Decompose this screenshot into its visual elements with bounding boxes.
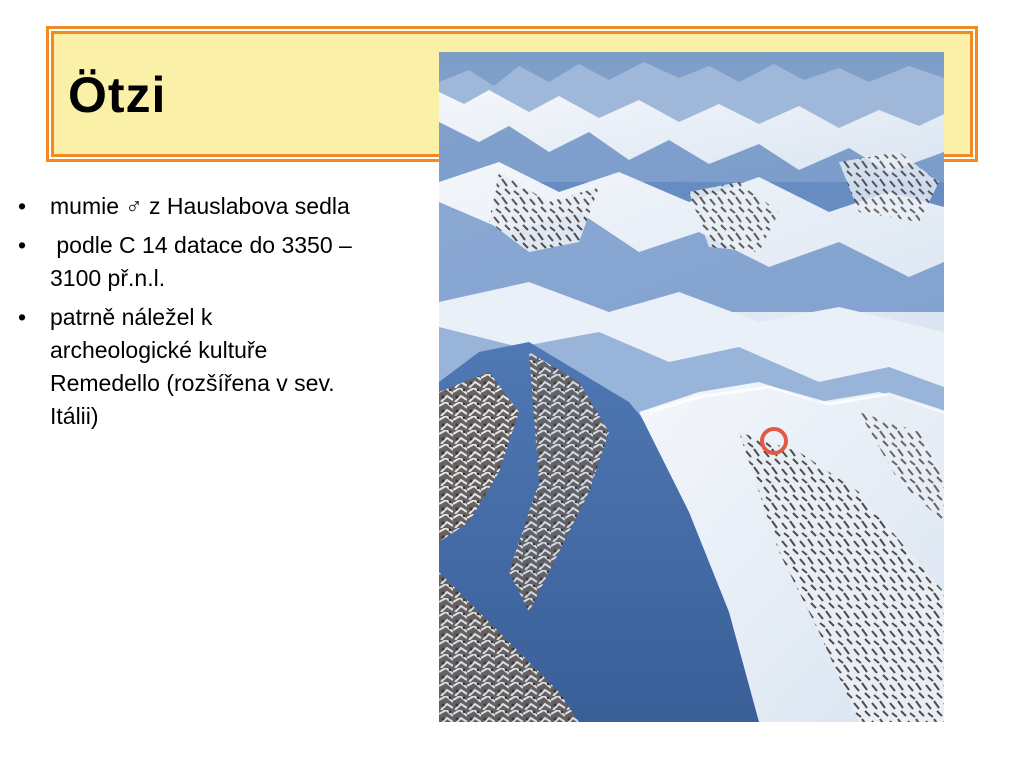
mountain-image xyxy=(439,52,944,722)
bullet-text: podle C 14 datace do 3350 – 3100 př.n.l. xyxy=(50,232,359,291)
alps-photo xyxy=(439,52,944,722)
slide-title: Ötzi xyxy=(68,67,167,123)
bullet-item xyxy=(16,190,356,223)
bullet-text: patrně náležel k archeologické kultuře Remedello (rozšířena v sev. Itálii) xyxy=(50,304,335,429)
bullet-icon: • xyxy=(18,232,27,258)
bullet-item xyxy=(16,229,359,295)
bullet-icon: • xyxy=(18,193,27,219)
bullet-list xyxy=(16,190,359,439)
bullet-item xyxy=(16,301,356,433)
find-site-marker-icon xyxy=(760,427,788,455)
bullet-text: mumie ♂ z Hauslabova sedla xyxy=(50,193,350,219)
bullet-icon: • xyxy=(18,304,27,330)
